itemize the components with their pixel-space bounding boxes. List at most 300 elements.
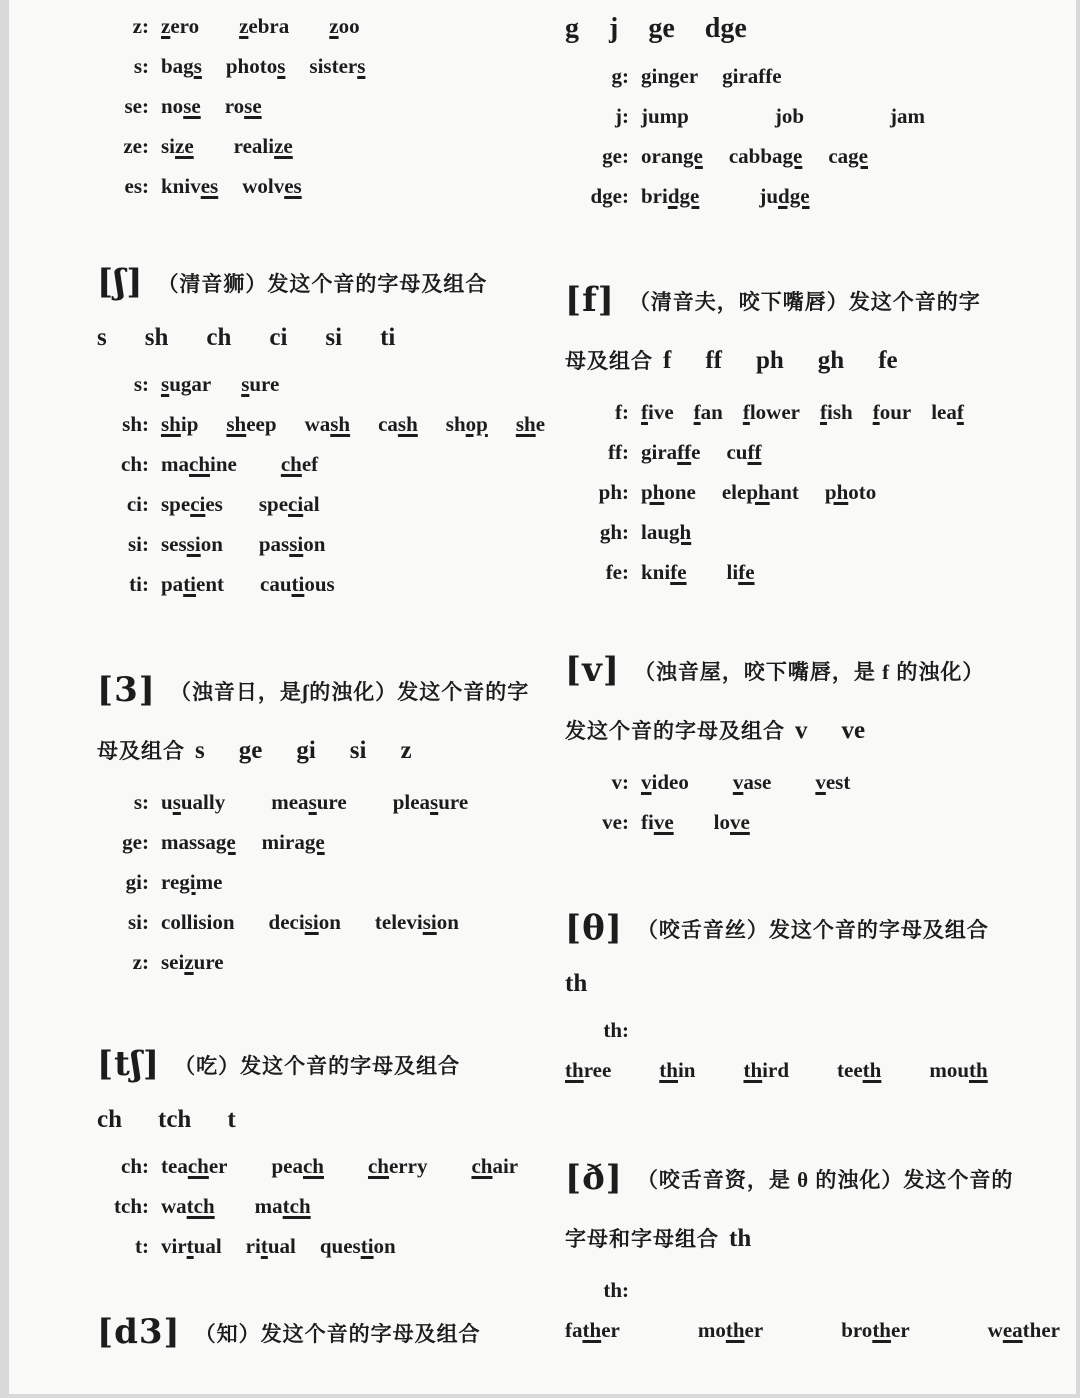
letter-combination: sh	[144, 324, 169, 351]
example-word: cuff	[726, 440, 762, 464]
example-word: match	[254, 1194, 311, 1218]
underlined-letters: ci	[190, 492, 206, 516]
example-row	[565, 432, 1011, 472]
chinese-hint-text: 母及组合	[97, 739, 185, 763]
example-word: teeth	[837, 1058, 882, 1082]
example-word: usually	[161, 790, 226, 814]
underlined-letters: ch	[189, 452, 210, 476]
underlined-letters: ch	[280, 452, 302, 476]
example-row	[97, 166, 549, 206]
example-word: mother	[697, 1318, 764, 1342]
letter-combination: ff	[705, 347, 722, 374]
example-row	[565, 762, 1011, 802]
example-word: phone	[641, 480, 696, 504]
combination-label: j:	[615, 104, 629, 128]
example-word: chef	[280, 452, 319, 476]
letter-combination-list	[97, 1106, 236, 1133]
underlined-letters: f	[641, 400, 648, 424]
combination-label: ge:	[602, 144, 629, 168]
underlined-letters: ph	[824, 480, 849, 504]
section-header-line	[97, 723, 549, 782]
ipa-symbol: [ʃ]	[97, 262, 144, 302]
example-word: elephant	[721, 480, 799, 504]
underlined-letters: ge	[683, 144, 703, 168]
example-word: question	[319, 1234, 396, 1258]
example-word: three	[565, 1058, 612, 1082]
underlined-letters: v	[732, 770, 744, 794]
underlined-letters: sh	[515, 412, 536, 436]
underlined-letters: s	[357, 54, 366, 78]
section-header-line	[565, 272, 1011, 333]
chinese-hint-text: 发这个音的字母及组合	[565, 719, 785, 743]
underlined-letters: ti	[360, 1234, 374, 1258]
underlined-letters: s	[430, 790, 439, 814]
example-word: television	[374, 910, 459, 934]
phoneme-section-esh	[97, 254, 549, 604]
combination-label: sh:	[122, 412, 149, 436]
section-header-line	[97, 1036, 549, 1097]
phoneme-section-ezh	[97, 662, 549, 982]
phoneme-section-eth	[565, 1150, 1060, 1350]
example-word: she	[515, 412, 546, 436]
letter-combination: s	[97, 324, 107, 351]
example-word: leaf	[931, 400, 964, 424]
example-word: giraffe	[641, 440, 701, 464]
underlined-letters: ge	[215, 830, 236, 854]
underlined-letters: sh	[161, 412, 181, 436]
example-row	[97, 484, 549, 524]
example-word: ritual	[245, 1234, 296, 1258]
example-word: fan	[693, 400, 723, 424]
letter-combination: g	[565, 13, 579, 44]
example-word: special	[258, 492, 320, 516]
section-header-line	[565, 642, 1011, 703]
section-header-line	[565, 1211, 1011, 1270]
underlined-letters: fe	[738, 560, 755, 584]
example-word: sheep	[226, 412, 277, 436]
section-header-line	[565, 961, 1011, 1010]
example-word: vest	[815, 770, 851, 794]
example-word: patient	[161, 572, 225, 596]
combination-label: ch:	[121, 452, 149, 476]
underlined-letters: si	[186, 532, 201, 556]
underlined-letters: dge	[778, 184, 810, 208]
example-word: flower	[742, 400, 800, 424]
combination-label: t:	[135, 1234, 149, 1258]
letter-combination: tch	[158, 1106, 192, 1133]
phoneme-section-dezh	[97, 1304, 549, 1365]
chinese-hint-text: （知）发这个音的字母及组合	[194, 1322, 481, 1346]
underlined-letters: gi	[179, 870, 196, 894]
combination-label: dge:	[590, 184, 629, 208]
underlined-letters: f	[820, 400, 827, 424]
example-row	[565, 552, 1011, 592]
example-word: bags	[161, 54, 202, 78]
letter-combination: t	[227, 1106, 236, 1133]
underlined-letters: tch	[282, 1194, 311, 1218]
chinese-hint-text: （吃）发这个音的字母及组合	[174, 1054, 461, 1078]
example-row	[97, 942, 549, 982]
example-word: five	[641, 400, 674, 424]
example-word: photo	[824, 480, 877, 504]
example-row	[97, 822, 549, 862]
example-row	[97, 6, 549, 46]
chinese-hint-text: （浊音日，是ʃ的浊化）发这个音的字	[169, 680, 530, 704]
letter-combination: th	[565, 970, 588, 997]
example-row	[97, 524, 549, 564]
section-header-line	[565, 900, 1011, 961]
underlined-letters: ci	[288, 492, 304, 516]
example-word: love	[713, 810, 750, 834]
underlined-letters: s	[172, 790, 181, 814]
example-row	[565, 1270, 1060, 1350]
underlined-letters: th	[862, 1058, 882, 1082]
letter-combination-list	[97, 324, 396, 351]
chinese-hint-text: （清音狮）发这个音的字母及组合	[157, 272, 488, 296]
example-word: measure	[271, 790, 347, 814]
underlined-letters: gh	[669, 520, 692, 544]
left-column	[97, 0, 549, 1365]
chinese-hint-text: 母及组合	[565, 349, 653, 373]
underlined-letters: si	[304, 910, 319, 934]
example-word: ginger	[641, 64, 699, 88]
example-word: machine	[161, 452, 237, 476]
letter-combination: gh	[817, 347, 845, 374]
example-word: thin	[659, 1058, 696, 1082]
underlined-letters: se	[183, 94, 201, 118]
underlined-letters: z	[161, 14, 171, 38]
combination-label: si:	[128, 910, 149, 934]
underlined-letters: si	[289, 532, 304, 556]
letter-combination: dge	[704, 13, 747, 44]
underlined-letters: s	[193, 54, 202, 78]
letter-combination: ge	[648, 13, 675, 44]
example-row	[565, 56, 1011, 96]
example-row	[97, 46, 549, 86]
example-word: virtual	[161, 1234, 222, 1258]
underlined-letters: th	[872, 1318, 891, 1342]
underlined-letters: t	[186, 1234, 194, 1258]
example-word: regime	[161, 870, 223, 894]
example-word: laugh	[641, 520, 692, 544]
example-word: video	[641, 770, 689, 794]
example-word: father	[565, 1318, 620, 1342]
underlined-letters: sh	[330, 412, 351, 436]
example-row	[97, 902, 549, 942]
letter-combination-list	[195, 737, 412, 764]
example-row	[97, 364, 549, 404]
example-word: sisters	[309, 54, 366, 78]
underlined-letters: th	[725, 1318, 745, 1342]
underlined-letters: sh	[226, 412, 247, 436]
combination-label: ch:	[121, 1154, 149, 1178]
letter-combination: ve	[841, 717, 866, 744]
example-word: zoo	[329, 14, 360, 38]
underlined-letters: t	[260, 1234, 268, 1258]
letter-combination: j	[609, 13, 619, 44]
ipa-symbol: [f]	[565, 280, 615, 320]
section-header-line	[97, 254, 549, 315]
combination-label: ge:	[122, 830, 149, 854]
example-word: giraffe	[722, 64, 782, 88]
underlined-letters: z	[184, 950, 194, 974]
underlined-letters: f	[956, 400, 964, 424]
example-word: shop	[445, 412, 488, 436]
letter-combination: s	[195, 737, 205, 764]
combination-label: f:	[615, 400, 629, 424]
underlined-letters: ti	[183, 572, 197, 596]
example-word: third	[743, 1058, 790, 1082]
letter-combination: th	[729, 1225, 752, 1252]
example-word: job	[774, 104, 805, 128]
ipa-symbol: [v]	[565, 650, 620, 690]
combination-label: g:	[611, 64, 629, 88]
example-word: brother	[841, 1318, 910, 1342]
example-word: massage	[161, 830, 236, 854]
phoneme-section-tesh	[97, 1036, 549, 1266]
underlined-letters: es	[284, 174, 302, 198]
example-word: mouth	[929, 1058, 988, 1082]
example-word: cabbage	[728, 144, 803, 168]
underlined-letters: v	[815, 770, 826, 794]
example-word: realize	[233, 134, 293, 158]
example-word: knife	[641, 560, 687, 584]
example-row	[97, 1146, 549, 1186]
example-word: bridge	[641, 184, 700, 208]
combination-label: es:	[124, 174, 149, 198]
example-word: knives	[161, 174, 219, 198]
underlined-letters: ch	[302, 1154, 324, 1178]
underlined-letters: th	[582, 1318, 602, 1342]
underlined-letters: ve	[730, 810, 750, 834]
combination-label: ve:	[602, 810, 629, 834]
phoneme-section-v	[565, 642, 1011, 842]
ipa-symbol: [tʃ]	[97, 1044, 161, 1084]
example-row	[97, 1186, 549, 1226]
example-row	[565, 512, 1011, 552]
section-header-line	[565, 333, 1011, 392]
example-row	[97, 564, 549, 604]
example-word: jump	[641, 104, 689, 128]
underlined-letters: ea	[1002, 1318, 1023, 1342]
letter-combination-list	[565, 970, 588, 997]
combination-label: tch:	[114, 1194, 149, 1218]
underlined-letters: ph	[641, 480, 665, 504]
combination-label: v:	[611, 770, 629, 794]
ipa-symbol: [d3]	[97, 1312, 181, 1352]
letter-combination: f	[663, 347, 672, 374]
underlined-letters: ge	[304, 830, 325, 854]
example-word: cautious	[260, 572, 335, 596]
example-word: decision	[268, 910, 341, 934]
example-word: fish	[820, 400, 853, 424]
example-row	[565, 96, 1011, 136]
letter-combination: si	[325, 324, 343, 351]
example-word: size	[161, 134, 194, 158]
underlined-letters: th	[743, 1058, 763, 1082]
underlined-letters: ch	[367, 1154, 389, 1178]
combination-label: th:	[603, 1018, 629, 1042]
example-word: teacher	[161, 1154, 228, 1178]
underlined-letters: op	[465, 412, 488, 436]
example-word: life	[726, 560, 755, 584]
combination-label: z:	[132, 950, 149, 974]
letter-combination: si	[349, 737, 367, 764]
document-page	[9, 0, 1076, 1394]
underlined-letters: s	[277, 54, 286, 78]
example-row	[97, 86, 549, 126]
underlined-letters: z	[239, 14, 249, 38]
example-word: vase	[732, 770, 772, 794]
combination-label: th:	[603, 1278, 629, 1302]
combination-label: gh:	[599, 520, 629, 544]
example-word: pleasure	[392, 790, 469, 814]
letter-combination: v	[795, 717, 808, 744]
underlined-letters: th	[565, 1058, 584, 1082]
letter-combination: fe	[878, 347, 898, 374]
underlined-letters: s	[241, 372, 250, 396]
section-header-line	[565, 1150, 1014, 1211]
chinese-hint-text: （咬舌音资，是 θ 的浊化）发这个音的	[636, 1168, 1014, 1192]
example-word: session	[161, 532, 223, 556]
example-word: mirage	[261, 830, 325, 854]
underlined-letters: z	[329, 14, 339, 38]
letter-combination-list	[729, 1225, 752, 1252]
example-word: cage	[828, 144, 868, 168]
combination-label: ff:	[608, 440, 629, 464]
example-word: orange	[641, 144, 703, 168]
underlined-letters: ff	[747, 440, 762, 464]
combination-label: fe:	[605, 560, 629, 584]
underlined-letters: v	[641, 770, 652, 794]
example-row	[97, 404, 549, 444]
underlined-letters: ge	[782, 144, 803, 168]
combination-label: ph:	[598, 480, 629, 504]
example-word: collision	[161, 910, 235, 934]
underlined-letters: ze	[274, 134, 293, 158]
example-word: sure	[241, 372, 280, 396]
combination-label: se:	[124, 94, 149, 118]
ipa-symbol: [ð]	[565, 1158, 623, 1198]
chinese-hint-text: 字母和字母组合	[565, 1227, 719, 1251]
chinese-hint-text: （浊音屋，咬下嘴唇，是 f 的浊化）	[633, 660, 985, 684]
underlined-letters: f	[693, 400, 701, 424]
letter-combination: ch	[97, 1106, 122, 1133]
underlined-letters: ve	[653, 810, 674, 834]
example-row	[565, 1010, 1011, 1090]
example-word: watch	[161, 1194, 215, 1218]
example-word: nose	[161, 94, 201, 118]
example-word: five	[641, 810, 674, 834]
letter-combination: ge	[238, 737, 263, 764]
underlined-letters: th	[659, 1058, 678, 1082]
example-word: cherry	[367, 1154, 428, 1178]
example-row	[97, 1226, 549, 1266]
phoneme-section-theta	[565, 900, 1011, 1090]
letter-combination-list	[795, 717, 866, 744]
ipa-symbol: [3]	[97, 670, 156, 710]
section-header-line	[97, 315, 549, 364]
section-header-line	[97, 1304, 549, 1365]
example-row	[565, 136, 1011, 176]
underlined-letters: fe	[670, 560, 687, 584]
section-header-line	[97, 1097, 549, 1146]
combination-label: ti:	[129, 572, 149, 596]
combination-label: si:	[128, 532, 149, 556]
letter-combination: ci	[269, 324, 288, 351]
underlined-letters: si	[422, 910, 437, 934]
right-column	[565, 0, 1060, 1350]
example-row	[97, 444, 549, 484]
underlined-letters: sh	[397, 412, 418, 436]
example-word: species	[161, 492, 223, 516]
letter-combination: ti	[380, 324, 396, 351]
example-word: peach	[271, 1154, 324, 1178]
example-row	[97, 782, 549, 822]
combination-label: z:	[132, 14, 149, 38]
example-word: cash	[378, 412, 418, 436]
chinese-hint-text: （清音夫，咬下嘴唇）发这个音的字	[628, 290, 981, 314]
letter-combination: ch	[206, 324, 232, 351]
underlined-letters: ge	[848, 144, 868, 168]
underlined-letters: s	[161, 372, 170, 396]
letter-combination: gi	[296, 737, 316, 764]
example-word: four	[872, 400, 912, 424]
example-word: wash	[304, 412, 351, 436]
example-row	[565, 472, 1011, 512]
letter-combination: ph	[755, 347, 784, 374]
combination-label: gi:	[125, 870, 149, 894]
underlined-letters: dge	[667, 184, 700, 208]
ipa-symbol: [θ]	[565, 908, 623, 948]
underlined-letters: th	[969, 1058, 988, 1082]
example-row	[565, 802, 1011, 842]
combination-label: ze:	[123, 134, 149, 158]
example-row	[565, 176, 1011, 216]
underlined-letters: es	[200, 174, 219, 198]
section-header-line	[97, 662, 549, 723]
letter-combination: z	[400, 737, 412, 764]
example-word: photos	[225, 54, 286, 78]
example-word: passion	[258, 532, 326, 556]
example-word: jam	[890, 104, 926, 128]
example-word: zebra	[239, 14, 290, 38]
phoneme-section-z-sound-examples	[97, 6, 549, 206]
underlined-letters: ti	[291, 572, 305, 596]
combination-label: s:	[133, 790, 149, 814]
example-row	[97, 126, 549, 166]
example-word: judge	[759, 184, 810, 208]
example-row	[565, 392, 1011, 432]
example-word: ship	[161, 412, 199, 436]
underlined-letters: f	[872, 400, 880, 424]
underlined-letters: f	[742, 400, 750, 424]
combination-label: s:	[133, 54, 149, 78]
section-header-line	[565, 703, 1011, 762]
letter-combination-list	[565, 13, 747, 44]
underlined-letters: s	[308, 790, 317, 814]
underlined-letters: se	[244, 94, 262, 118]
underlined-letters: ch	[471, 1154, 493, 1178]
example-word: weather	[987, 1318, 1060, 1342]
example-word: chair	[471, 1154, 519, 1178]
combination-label: ci:	[126, 492, 149, 516]
example-word: rose	[224, 94, 262, 118]
section-header-line	[565, 6, 1011, 56]
chinese-hint-text: （咬舌音丝）发这个音的字母及组合	[636, 918, 989, 942]
example-word: zero	[161, 14, 200, 38]
example-row	[97, 862, 549, 902]
